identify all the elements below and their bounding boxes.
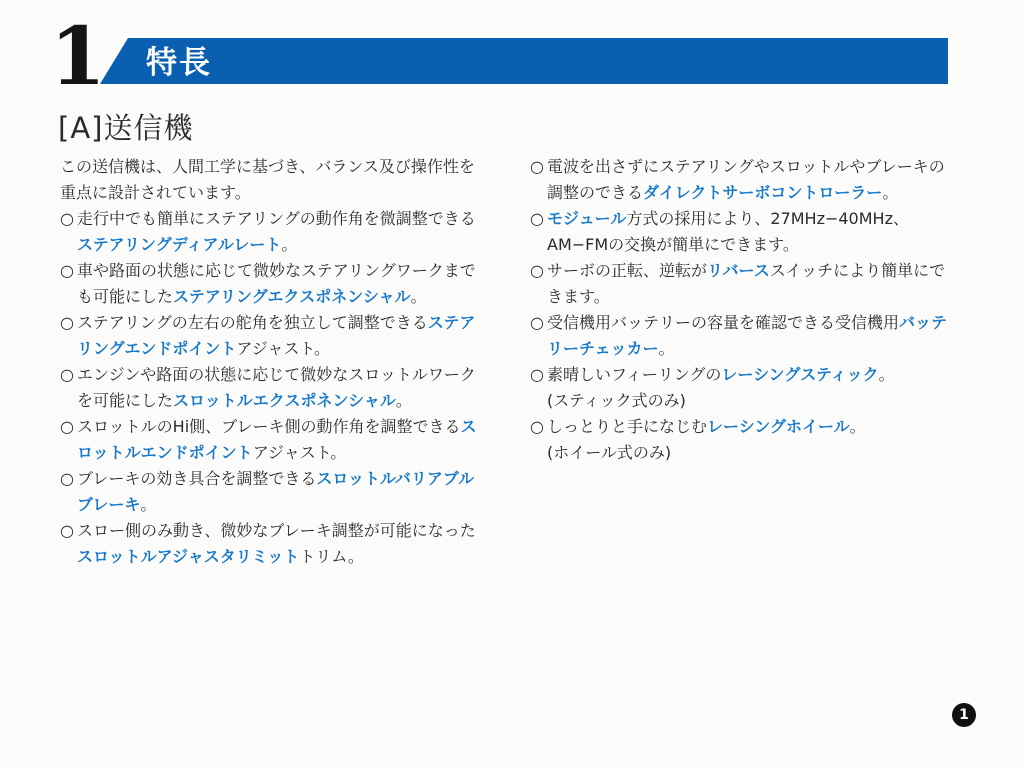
feature-keyword: ステアリングディアルレート	[77, 235, 282, 254]
feature-text-tail: 。	[395, 391, 412, 410]
feature-text-tail: 。	[281, 235, 298, 254]
feature-text-tail: スイッチにより簡単にできます。	[547, 261, 946, 306]
feature-item	[530, 206, 950, 258]
feature-item	[530, 154, 950, 206]
feature-keyword: モジュール	[547, 209, 627, 228]
left-feature-list	[60, 206, 480, 570]
feature-keyword: ステアリングエクスポネンシャル	[173, 287, 411, 306]
bullet-circle-icon: ○	[60, 469, 74, 488]
feature-keyword: リバース	[707, 261, 770, 280]
bullet-circle-icon: ○	[530, 209, 544, 228]
feature-text-tail: 。	[878, 365, 895, 384]
bullet-circle-icon: ○	[60, 365, 74, 384]
feature-item	[530, 310, 950, 362]
left-column	[60, 154, 480, 570]
feature-item	[530, 258, 950, 310]
feature-text-tail: 。	[882, 183, 899, 202]
feature-text: ステアリングの左右の舵角を独立して調整できる	[77, 313, 428, 332]
feature-keyword: ステアリングエンドポイント	[77, 313, 476, 358]
feature-text-tail: 。	[849, 417, 866, 436]
feature-text: 車や路面の状態に応じて微妙なステアリングワークまでも可能にした	[77, 261, 476, 306]
feature-text: ブレーキの効き具合を調整できる	[77, 469, 317, 488]
feature-keyword: スロットルバリアブルブレーキ	[77, 469, 475, 514]
bullet-circle-icon: ○	[60, 313, 74, 332]
feature-keyword: スロットルアジャスタリミット	[77, 547, 300, 566]
feature-text-tail: アジャスト。	[236, 339, 330, 358]
bullet-circle-icon: ○	[530, 261, 544, 280]
feature-text: 受信機用バッテリーの容量を確認できる受信機用	[547, 313, 900, 332]
feature-note: (スティック式のみ)	[547, 391, 686, 410]
chapter-number: 1	[50, 9, 104, 103]
feature-note: (ホイール式のみ)	[547, 443, 672, 462]
bullet-circle-icon: ○	[60, 261, 74, 280]
feature-text-tail: 方式の採用により、27MHz−40MHz、AM−FMの交換が簡単にできます。	[547, 209, 909, 254]
feature-item	[530, 414, 950, 440]
feature-text: エンジンや路面の状態に応じて微妙なスロットルワークを可能にした	[77, 365, 476, 410]
feature-keyword: レーシングホイール	[707, 417, 850, 436]
feature-keyword: バッテリーチェッカー	[547, 313, 948, 358]
feature-text: スロー側のみ動き、微妙なブレーキ調整が可能になった	[77, 521, 476, 540]
bullet-circle-icon: ○	[530, 313, 544, 332]
section-heading: [A]送信機	[58, 111, 194, 145]
feature-text: スロットルのHi側、ブレーキ側の動作角を調整できる	[77, 417, 461, 436]
feature-text: サーボの正転、逆転が	[547, 261, 708, 280]
feature-keyword: スロットルエンドポイント	[77, 417, 477, 462]
feature-text-tail: 。	[140, 495, 157, 514]
bullet-circle-icon: ○	[530, 417, 544, 436]
feature-text-tail: 。	[658, 339, 675, 358]
feature-item	[60, 310, 480, 362]
feature-text-tail: アジャスト。	[252, 443, 347, 462]
intro-paragraph: この送信機は、人間工学に基づき、バランス及び操作性を重点に設計されています。	[60, 157, 475, 202]
feature-item	[60, 414, 480, 466]
bullet-circle-icon: ○	[530, 157, 544, 176]
feature-item	[530, 362, 950, 388]
feature-keyword: レーシングスティック	[721, 365, 879, 384]
bullet-circle-icon: ○	[60, 521, 74, 540]
right-column	[530, 154, 950, 466]
bullet-circle-icon: ○	[60, 209, 74, 228]
feature-text: 素晴しいフィーリングの	[547, 365, 722, 384]
feature-item	[60, 258, 480, 310]
feature-text-tail: 。	[410, 287, 427, 306]
chapter-title: 特長	[146, 45, 212, 81]
right-feature-list	[530, 154, 950, 466]
feature-keyword: ダイレクトサーボコントローラー	[643, 183, 883, 202]
feature-text-tail: トリム。	[299, 547, 364, 566]
bullet-circle-icon: ○	[60, 417, 74, 436]
feature-text: しっとりと手になじむ	[547, 417, 708, 436]
bullet-circle-icon: ○	[530, 365, 544, 384]
chapter-title-band	[100, 38, 948, 84]
feature-item	[60, 466, 480, 518]
feature-item	[60, 518, 480, 570]
feature-keyword: スロットルエクスポネンシャル	[173, 391, 396, 410]
feature-item	[60, 362, 480, 414]
feature-item	[60, 206, 480, 258]
feature-text: 電波を出さずにステアリングやスロットルやブレーキの調整のできる	[547, 157, 945, 202]
feature-text: 走行中でも簡単にステアリングの動作角を微調整できる	[77, 209, 476, 228]
page-number: 1	[952, 703, 976, 727]
